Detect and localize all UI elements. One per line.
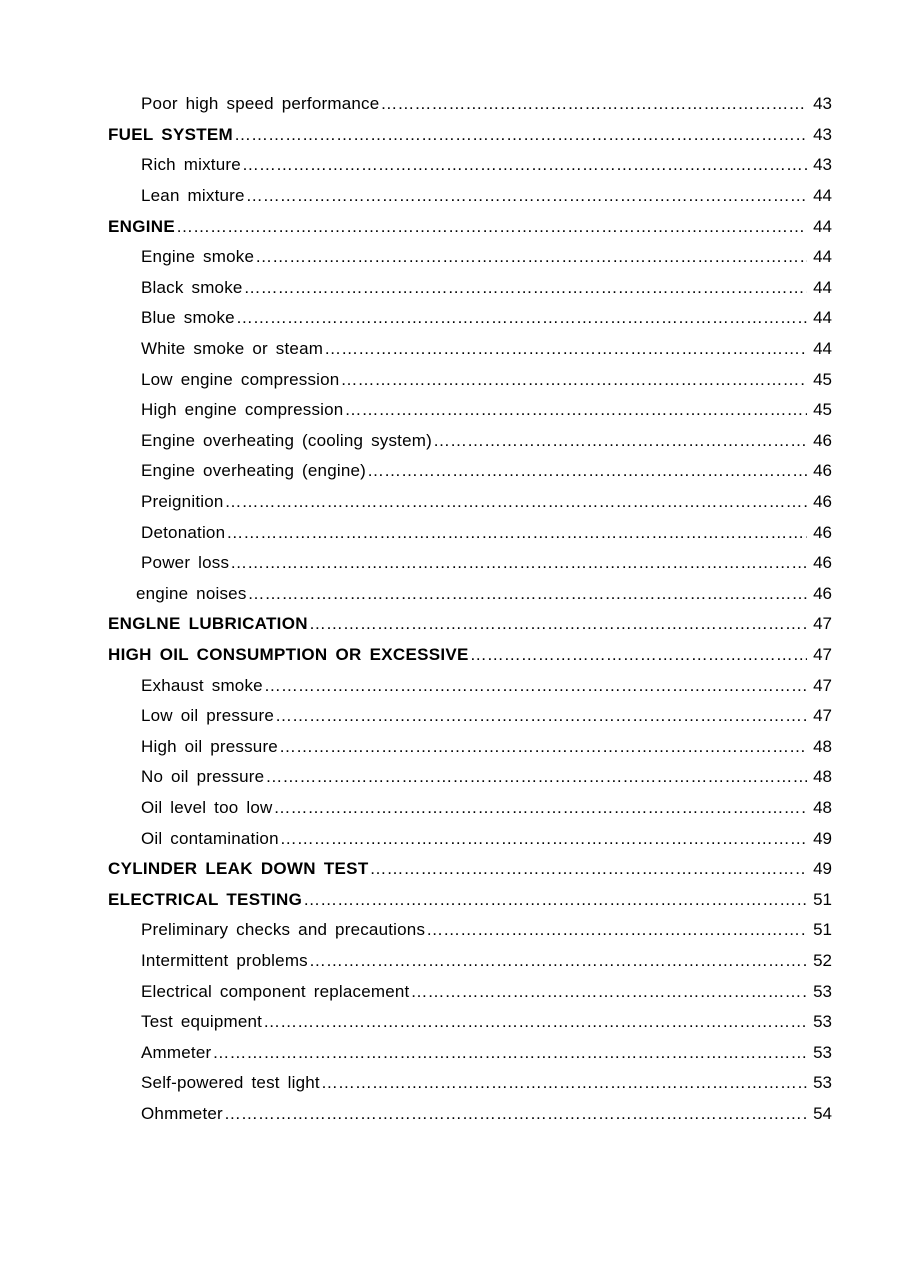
- toc-dot-leader: [246, 186, 807, 206]
- toc-entry-title: Black smoke: [141, 277, 243, 297]
- toc-section-heading[interactable]: [108, 120, 832, 151]
- toc-entry[interactable]: [108, 670, 832, 701]
- toc-dot-leader: [236, 308, 807, 328]
- toc-page-number: 48: [813, 797, 832, 817]
- toc-dot-leader: [244, 278, 807, 298]
- toc-entry-title: Preignition: [141, 492, 224, 512]
- toc-entry[interactable]: [108, 1099, 832, 1130]
- toc-dot-leader: [264, 676, 807, 696]
- toc-page-number: 45: [813, 400, 832, 420]
- toc-page-number: 47: [813, 614, 832, 634]
- toc-dot-leader: [321, 1073, 807, 1093]
- toc-page-number: 47: [813, 644, 832, 664]
- toc-dot-leader: [224, 1104, 807, 1124]
- toc-entry[interactable]: [108, 273, 832, 304]
- toc-entry[interactable]: [108, 762, 832, 793]
- toc-entry-title: Engine smoke: [141, 247, 255, 267]
- toc-entry-title: ELECTRICAL TESTING: [108, 889, 303, 909]
- toc-dot-leader: [367, 461, 807, 481]
- toc-entry[interactable]: [108, 976, 832, 1007]
- toc-entry-title: Detonation: [141, 522, 226, 542]
- toc-entry[interactable]: [108, 1037, 832, 1068]
- toc-entry-title: ENGINE: [108, 216, 175, 236]
- toc-entry[interactable]: [108, 793, 832, 824]
- toc-dot-leader: [309, 614, 807, 634]
- toc-page-number: 46: [813, 461, 832, 481]
- toc-dot-leader: [265, 767, 807, 787]
- toc-entry-title: CYLINDER LEAK DOWN TEST: [108, 859, 369, 879]
- toc-page-number: 46: [813, 522, 832, 542]
- toc-dot-leader: [248, 584, 807, 604]
- toc-page-number: 46: [813, 553, 832, 573]
- toc-entry-title: Ohmmeter: [141, 1103, 223, 1123]
- toc-page-number: 44: [813, 247, 832, 267]
- toc-page-number: 53: [813, 1042, 832, 1062]
- toc-page-number: 43: [813, 94, 832, 114]
- toc-entry-title: Blue smoke: [141, 308, 235, 328]
- toc-entry[interactable]: [108, 701, 832, 732]
- toc-entry-title: No oil pressure: [141, 767, 265, 787]
- toc-page-number: 48: [813, 736, 832, 756]
- toc-entry[interactable]: [108, 426, 832, 457]
- toc-entry-title: Test equipment: [141, 1012, 263, 1032]
- toc-entry-title: High oil pressure: [141, 736, 278, 756]
- toc-dot-leader: [380, 94, 807, 114]
- toc-dot-leader: [225, 492, 807, 512]
- toc-entry-title: White smoke or steam: [141, 339, 324, 359]
- toc-entry[interactable]: [108, 364, 832, 395]
- toc-page-number: 46: [813, 430, 832, 450]
- toc-dot-leader: [230, 553, 807, 573]
- toc-entry[interactable]: [108, 89, 832, 120]
- toc-entry[interactable]: [108, 915, 832, 946]
- toc-dot-leader: [226, 523, 807, 543]
- toc-entry[interactable]: [108, 181, 832, 212]
- toc-entry-title: High engine compression: [141, 400, 344, 420]
- toc-dot-leader: [263, 1012, 807, 1032]
- toc-entry-title: Low oil pressure: [141, 706, 274, 726]
- toc-entry-title: ENGLNE LUBRICATION: [108, 614, 308, 634]
- toc-entry[interactable]: [108, 579, 832, 610]
- toc-section-heading[interactable]: [108, 854, 832, 885]
- toc-entry-title: Preliminary checks and precautions: [141, 920, 426, 940]
- toc-page-number: 44: [813, 277, 832, 297]
- toc-dot-leader: [279, 737, 807, 757]
- toc-entry-title: Engine overheating (cooling system): [141, 430, 432, 450]
- toc-page-number: 48: [813, 767, 832, 787]
- toc-page-number: 44: [813, 186, 832, 206]
- toc-entry[interactable]: [108, 946, 832, 977]
- toc-dot-leader: [242, 155, 807, 175]
- toc-dot-leader: [324, 339, 807, 359]
- toc-entry[interactable]: [108, 150, 832, 181]
- toc-entry-title: Self-powered test light: [141, 1073, 320, 1093]
- toc-entry[interactable]: [108, 303, 832, 334]
- toc-page-number: 51: [813, 889, 832, 909]
- toc-page-number: 44: [813, 339, 832, 359]
- toc-page-number: 52: [813, 950, 832, 970]
- toc-dot-leader: [275, 706, 807, 726]
- toc-page-number: 53: [813, 1012, 832, 1032]
- toc-entry[interactable]: [108, 823, 832, 854]
- toc-entry-title: Power loss: [141, 553, 230, 573]
- toc-dot-leader: [212, 1043, 807, 1063]
- toc-entry[interactable]: [108, 548, 832, 579]
- toc-page-number: 53: [813, 1073, 832, 1093]
- toc-entry-title: Rich mixture: [141, 155, 241, 175]
- toc-page-number: 44: [813, 308, 832, 328]
- toc-dot-leader: [370, 859, 807, 879]
- toc-page-number: 43: [813, 155, 832, 175]
- toc-entry[interactable]: [108, 456, 832, 487]
- toc-dot-leader: [176, 217, 807, 237]
- toc-page-number: 49: [813, 859, 832, 879]
- toc-entry[interactable]: [108, 1007, 832, 1038]
- toc-entry-title: Oil level too low: [141, 797, 273, 817]
- toc-page-number: 47: [813, 706, 832, 726]
- toc-entry-title: HIGH OIL CONSUMPTION OR EXCESSIVE: [108, 644, 469, 664]
- toc-entry-title: Engine overheating (engine): [141, 461, 366, 481]
- toc-page-number: 46: [813, 583, 832, 603]
- toc-page-number: 44: [813, 216, 832, 236]
- toc-dot-leader: [273, 798, 807, 818]
- toc-dot-leader: [340, 370, 807, 390]
- toc-page-number: 51: [813, 920, 832, 940]
- toc-dot-leader: [280, 829, 807, 849]
- toc-section-heading[interactable]: [108, 640, 832, 671]
- toc-entry-title: engine noises: [136, 583, 247, 603]
- toc-entry[interactable]: [108, 242, 832, 273]
- toc-entry-title: Ammeter: [141, 1042, 212, 1062]
- toc-page-number: 53: [813, 981, 832, 1001]
- toc-entry[interactable]: [108, 517, 832, 548]
- toc-entry-title: Oil contamination: [141, 828, 279, 848]
- toc-entry[interactable]: [108, 395, 832, 426]
- toc-dot-leader: [344, 400, 807, 420]
- toc-section-heading[interactable]: [108, 884, 832, 915]
- toc-entry-title: Low engine compression: [141, 369, 340, 389]
- toc-entry-title: Poor high speed performance: [141, 94, 380, 114]
- toc-dot-leader: [234, 125, 807, 145]
- toc-page-number: 49: [813, 828, 832, 848]
- toc-entry-title: Intermittent problems: [141, 950, 308, 970]
- toc-entry[interactable]: [108, 731, 832, 762]
- toc-dot-leader: [255, 247, 807, 267]
- toc-page-number: 45: [813, 369, 832, 389]
- toc-section-heading[interactable]: [108, 211, 832, 242]
- toc-entry-title: Lean mixture: [141, 186, 245, 206]
- toc-entry-title: Exhaust smoke: [141, 675, 263, 695]
- toc-dot-leader: [410, 982, 807, 1002]
- toc-entry[interactable]: [108, 487, 832, 518]
- toc-section-heading[interactable]: [108, 609, 832, 640]
- table-of-contents: [108, 89, 832, 1129]
- toc-entry-title: FUEL SYSTEM: [108, 124, 234, 144]
- toc-dot-leader: [309, 951, 807, 971]
- toc-page-number: 54: [813, 1103, 832, 1123]
- toc-dot-leader: [470, 645, 807, 665]
- toc-dot-leader: [433, 431, 807, 451]
- toc-dot-leader: [426, 920, 807, 940]
- toc-dot-leader: [303, 890, 807, 910]
- toc-entry-title: Electrical component replacement: [141, 981, 410, 1001]
- toc-page-number: 43: [813, 124, 832, 144]
- toc-entry[interactable]: [108, 1068, 832, 1099]
- toc-page-number: 47: [813, 675, 832, 695]
- toc-entry[interactable]: [108, 334, 832, 365]
- toc-page-number: 46: [813, 492, 832, 512]
